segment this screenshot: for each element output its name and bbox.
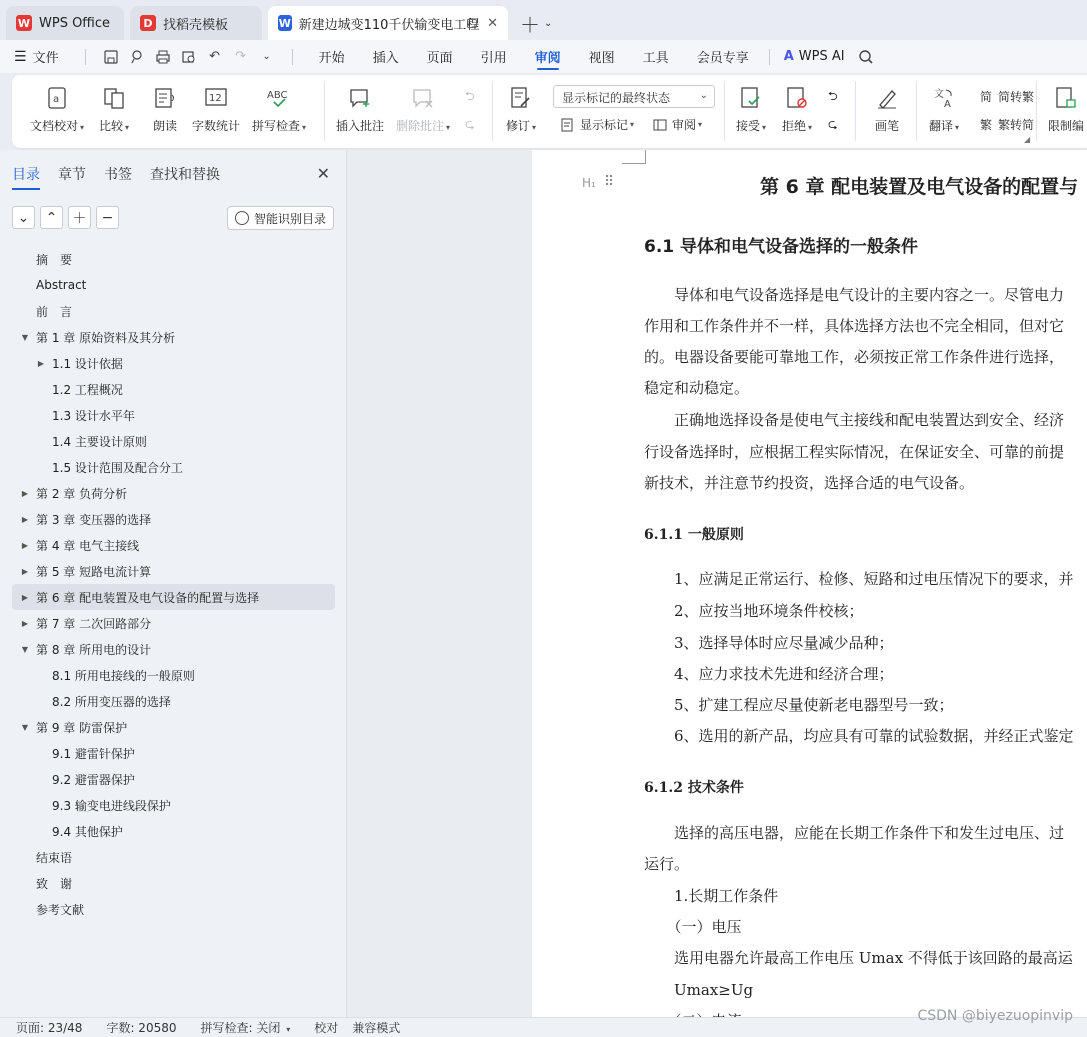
page-indicator[interactable]: 页面: 23/48 (16, 1021, 83, 1035)
subsection-title: 6.1.2 技术条件 (644, 780, 744, 796)
chevron-down-icon: ▾ (808, 123, 813, 132)
body-line: 导体和电气设备选择是电气设计的主要内容之一。尽管电力 (644, 286, 1065, 304)
insert-comment-button[interactable]: 插入批注 (336, 75, 384, 134)
toc-item[interactable] (12, 714, 335, 740)
body-line: 正确地选择设备是使电气主接线和配电装置达到安全、经济 (644, 411, 1065, 429)
chevron-down-icon: ▾ (532, 123, 537, 132)
reject-icon (783, 83, 811, 113)
drag-handle-icon[interactable]: ⠿ (604, 174, 615, 190)
toc-item-label: Abstract (36, 278, 87, 292)
ribbon-separator (492, 81, 493, 141)
next-comment-icon[interactable]: ⮎ (465, 117, 475, 131)
menu-page[interactable]: 页面 (426, 51, 453, 66)
close-icon[interactable]: ✕ (316, 164, 330, 183)
body-line: 新技术，并注意节约投资，选择合适的电气设备。 (644, 474, 975, 492)
toc-item[interactable] (12, 272, 335, 298)
expand-arrow-icon[interactable]: ▼ (21, 722, 29, 732)
chevron-down-icon: ⌄ (699, 90, 708, 101)
traditional-simplified-icon: 繁 (979, 118, 992, 132)
word-count-button[interactable]: 12 字数统计 (192, 75, 240, 134)
tab-bar (0, 0, 1087, 40)
translate-button[interactable]: 文 A 翻译 ▾ (929, 75, 959, 134)
wps-ai-logo-icon: A (783, 49, 794, 64)
expand-arrow-icon[interactable]: ▼ (21, 644, 29, 654)
review-pane-icon (652, 117, 668, 133)
search-icon[interactable] (855, 46, 877, 68)
svg-text:A: A (944, 99, 951, 110)
navigation-pane (0, 150, 347, 1017)
menu-separator (769, 49, 770, 65)
toc-item[interactable] (12, 532, 335, 558)
toc-item-label: 第 8 章 所用电的设计 (36, 642, 152, 657)
docer-logo-icon: D (140, 15, 156, 31)
review-pane-button[interactable]: 审阅 ▾ (652, 116, 702, 133)
svg-text:文: 文 (934, 89, 945, 100)
principle-line: 4、应力求技术先进和经济合理； (644, 665, 894, 683)
chevron-down-icon: ▾ (955, 123, 960, 132)
compare-button[interactable]: 比较 ▾ (99, 75, 129, 134)
pen-button[interactable]: 画笔 (873, 75, 901, 134)
toc-item-label: 1.2 工程概况 (52, 382, 123, 397)
toc-item[interactable] (12, 662, 335, 688)
show-markup-icon (560, 117, 576, 133)
toc-item-label: 第 1 章 原始资料及其分析 (36, 330, 176, 345)
menu-separator (85, 49, 86, 65)
chevron-down-icon: ▾ (80, 123, 85, 132)
print-preview-icon[interactable] (178, 46, 200, 68)
expand-arrow-icon[interactable]: ▼ (21, 332, 29, 342)
translate-icon (930, 83, 958, 113)
toc-item-label: 第 4 章 电气主接线 (36, 538, 140, 553)
show-markup-button[interactable]: 显示标记 ▾ (560, 116, 634, 133)
menu-view[interactable]: 视图 (588, 51, 615, 66)
hamburger-icon: ☰ (14, 48, 27, 65)
menu-insert[interactable]: 插入 (372, 51, 399, 66)
word-count-indicator[interactable]: 字数: 20580 (106, 1021, 177, 1035)
window-mode-icon[interactable] (467, 19, 478, 28)
nav-tabs (12, 164, 238, 190)
toc-item[interactable] (12, 402, 335, 428)
toc-item-label: 前 言 (36, 304, 73, 319)
writer-logo-icon: W (278, 16, 291, 30)
body-line: 稳定和动稳定。 (644, 379, 750, 397)
toc-item[interactable] (12, 584, 335, 610)
menu-review[interactable]: 审阅 (535, 40, 561, 73)
principle-line: 6、选用的新产品，均应具有可靠的试验数据，并经正式鉴定 (644, 727, 1074, 745)
toc-item[interactable] (12, 376, 335, 402)
track-changes-button[interactable]: 修订 ▾ (506, 75, 536, 134)
body-line: 选用电器允许最高工作电压 Umax 不得低于该回路的最高运 (644, 949, 1073, 967)
toc-item[interactable] (12, 766, 335, 792)
toc-item-label: 1.3 设计水平年 (52, 408, 135, 423)
toc-item[interactable] (12, 298, 335, 324)
tab-wps-office[interactable]: W WPS Office (6, 6, 124, 40)
traditional-to-simplified-button[interactable]: 繁 繁转简 (979, 118, 1035, 132)
heading-marker-icon[interactable]: H₁ (582, 176, 596, 190)
accept-icon (737, 83, 765, 113)
new-tab-button[interactable]: ＋ ⌄ (520, 12, 553, 37)
markup-mode-select[interactable]: 显示标记的最终状态 ⌄ (553, 85, 715, 108)
toc-item[interactable] (12, 844, 335, 870)
insert-comment-icon (346, 83, 374, 113)
toc-item[interactable] (12, 350, 335, 376)
page-corner-mark (622, 150, 646, 164)
toc-list (12, 246, 335, 922)
menu-bar (0, 40, 1087, 73)
subsection-title: 6.1.1 一般原则 (644, 527, 744, 543)
delete-comment-button[interactable]: 删除批注 ▾ (396, 75, 450, 134)
body-line: （一）电压 (644, 918, 742, 936)
chevron-down-icon: ▾ (302, 123, 307, 132)
toc-item[interactable] (12, 428, 335, 454)
toc-item-label: 9.2 避雷器保护 (52, 772, 135, 787)
word-count-icon (202, 83, 230, 113)
wps-ai-button[interactable]: A WPS AI (783, 49, 845, 64)
next-change-icon[interactable]: ⮎ (828, 117, 838, 131)
spell-check-button[interactable]: ABC 拼写检查 ▾ (252, 75, 306, 134)
toc-item[interactable] (12, 324, 335, 350)
ribbon-expand-icon[interactable]: ◢ (1024, 135, 1031, 144)
chevron-down-icon[interactable]: ⌄ (262, 51, 271, 62)
collapse-up-icon[interactable]: ⌃ (40, 206, 63, 229)
body-line: 的。电器设备要能可靠地工作，必须按正常工作条件进行选择， (644, 348, 1065, 366)
menu-home[interactable]: 开始 (318, 51, 345, 66)
toc-item[interactable] (12, 818, 335, 844)
smart-toc-button[interactable]: 智能识别目录 (227, 206, 334, 230)
ribbon-separator (1036, 81, 1037, 141)
toc-item-label: 结束语 (36, 850, 73, 865)
chapter-title: 第 6 章 配电装置及电气设备的配置与 (760, 176, 1079, 198)
tab-find-replace[interactable]: 查找和替换 (150, 167, 220, 183)
toc-item-label: 致 谢 (36, 876, 73, 891)
doc-check-button[interactable]: a 文档校对 ▾ (30, 75, 84, 134)
tab-document[interactable]: W 新建边城变110千伏输变电工程 ✕ (268, 6, 508, 40)
toc-item-label: 8.1 所用电接线的一般原则 (52, 668, 195, 683)
toc-item[interactable] (12, 246, 335, 272)
toc-item-label: 第 7 章 二次回路部分 (36, 616, 152, 631)
prev-change-icon[interactable]: ⮌ (828, 89, 838, 103)
simplified-to-traditional-button[interactable]: 简 简转繁 (979, 90, 1035, 104)
body-line: 作用和工作条件并不一样，具体选择方法也不完全相同，但对它 (644, 317, 1065, 335)
collapse-arrow-icon[interactable]: ▶ (21, 514, 29, 524)
toc-item-label: 9.1 避雷针保护 (52, 746, 135, 761)
smart-icon (235, 211, 249, 225)
collapse-arrow-icon[interactable]: ▶ (37, 358, 45, 368)
ribbon-separator (855, 81, 856, 141)
ribbon-separator (724, 81, 725, 141)
toc-item-label: 第 5 章 短路电流计算 (36, 564, 152, 579)
menu-references[interactable]: 引用 (480, 51, 507, 66)
tab-toc[interactable]: 目录 (12, 164, 40, 190)
chevron-down-icon: ▾ (630, 120, 635, 129)
toc-item[interactable] (12, 454, 335, 480)
toc-controls (12, 206, 124, 229)
svg-text:ABC: ABC (267, 90, 288, 101)
read-aloud-button[interactable]: 朗读 (151, 75, 179, 134)
reject-button[interactable]: 拒绝 ▾ (782, 75, 812, 134)
toc-item-label: 参考文献 (36, 902, 85, 917)
body-line: 1.长期工作条件 (644, 887, 779, 905)
proofread-indicator[interactable]: 校对 (314, 1021, 339, 1035)
toc-item[interactable] (12, 870, 335, 896)
toc-item-label: 9.4 其他保护 (52, 824, 123, 839)
ribbon-separator (324, 81, 325, 141)
chevron-down-icon[interactable]: ⌄ (544, 17, 553, 29)
tab-template[interactable]: D 找稻壳模板 (130, 6, 262, 40)
principle-line: 3、选择导体时应尽量减少品种； (644, 634, 894, 652)
prev-comment-icon[interactable]: ⮌ (465, 89, 475, 103)
toc-item[interactable] (12, 896, 335, 922)
restrict-editing-button[interactable]: 限制编 (1048, 75, 1084, 134)
principle-line: 1、应满足正常运行、检修、短路和过电压情况下的要求，并 (644, 570, 1074, 588)
toc-item[interactable] (12, 558, 335, 584)
compat-mode-indicator: 兼容模式 (352, 1021, 401, 1035)
collapse-down-icon[interactable]: ⌄ (12, 206, 35, 229)
toc-item-label: 第 2 章 负荷分析 (36, 486, 128, 501)
menu-tools[interactable]: 工具 (642, 51, 669, 66)
undo-icon[interactable]: ↶ (209, 49, 221, 64)
body-line: 运行。 (644, 855, 690, 873)
lock-document-icon (1052, 83, 1080, 113)
print-icon[interactable] (152, 46, 174, 68)
toc-item-label: 第 3 章 变压器的选择 (36, 512, 152, 527)
spell-check-indicator[interactable]: 拼写检查: 关闭 ▾ (200, 1021, 291, 1035)
formula-line: Umax≥Ug (644, 981, 754, 999)
collapse-arrow-icon[interactable]: ▶ (21, 618, 29, 628)
compare-icon (100, 83, 128, 113)
export-icon[interactable] (126, 46, 148, 68)
toc-item-label: 1.1 设计依据 (52, 356, 123, 371)
read-aloud-icon (151, 83, 179, 113)
chevron-down-icon: ▾ (698, 120, 703, 129)
toc-item-label: 8.2 所用变压器的选择 (52, 694, 171, 709)
body-line: 选择的高压电器，应能在长期工作条件下和发生过电压、过 (644, 824, 1065, 842)
toc-item[interactable] (12, 636, 335, 662)
toc-item[interactable] (12, 506, 335, 532)
menu-member[interactable]: 会员专享 (696, 51, 749, 66)
chevron-down-icon: ▾ (446, 123, 451, 132)
svg-text:a: a (53, 94, 60, 105)
toc-item[interactable] (12, 610, 335, 636)
redo-icon[interactable]: ↷ (235, 49, 247, 64)
document-margin (348, 150, 532, 1017)
chevron-down-icon: ▾ (286, 1025, 291, 1034)
doc-check-icon (43, 83, 71, 113)
toc-item-label: 9.3 输变电进线段保护 (52, 798, 171, 813)
save-icon[interactable] (100, 46, 122, 68)
toc-item-label: 第 9 章 防雷保护 (36, 720, 128, 735)
toc-item[interactable] (12, 740, 335, 766)
body-line: 行设备选择时，应根据工程实际情况，在保证安全、可靠的前提 (644, 443, 1065, 461)
toc-item[interactable] (12, 480, 335, 506)
principle-line: 5、扩建工程应尽量使新老电器型号一致； (644, 696, 954, 714)
tab-bookmarks[interactable]: 书签 (104, 167, 132, 183)
toc-item-label: 1.5 设计范围及配合分工 (52, 460, 183, 475)
toc-item-label: 第 6 章 配电装置及电气设备的配置与选择 (36, 590, 260, 605)
principle-line: 2、应按当地环境条件校核； (644, 602, 864, 620)
add-icon[interactable]: ＋ (68, 206, 91, 229)
spell-check-icon (265, 83, 293, 113)
toc-item[interactable] (12, 688, 335, 714)
document-page[interactable] (532, 150, 1087, 1017)
csdn-watermark: CSDN @biyezuopinvip (917, 1008, 1073, 1024)
file-menu[interactable]: ☰ 文件 (14, 48, 59, 66)
close-tab-icon[interactable]: ✕ (487, 15, 498, 31)
collapse-arrow-icon[interactable]: ▶ (21, 488, 29, 498)
collapse-arrow-icon[interactable]: ▶ (21, 540, 29, 550)
track-changes-icon (507, 83, 535, 113)
review-ribbon (12, 75, 1087, 148)
remove-icon[interactable]: − (96, 206, 119, 229)
tab-chapters[interactable]: 章节 (58, 167, 86, 183)
svg-text:12: 12 (209, 93, 222, 104)
wps-logo-icon: W (17, 16, 31, 30)
chevron-down-icon: ▾ (762, 123, 767, 132)
accept-button[interactable]: 接受 ▾ (736, 75, 766, 134)
pen-icon (873, 83, 901, 113)
collapse-arrow-icon[interactable]: ▶ (21, 566, 29, 576)
toc-item-label: 摘 要 (36, 252, 73, 267)
section-title: 6.1 导体和电气设备选择的一般条件 (644, 237, 919, 257)
menu-separator (292, 49, 293, 65)
toc-item[interactable] (12, 792, 335, 818)
ribbon-separator (916, 81, 917, 141)
chevron-down-icon: ▾ (125, 123, 130, 132)
delete-comment-icon (409, 83, 437, 113)
collapse-arrow-icon[interactable]: ▶ (21, 592, 29, 602)
toc-item-label: 1.4 主要设计原则 (52, 434, 147, 449)
simplified-traditional-icon: 简 (979, 90, 992, 104)
